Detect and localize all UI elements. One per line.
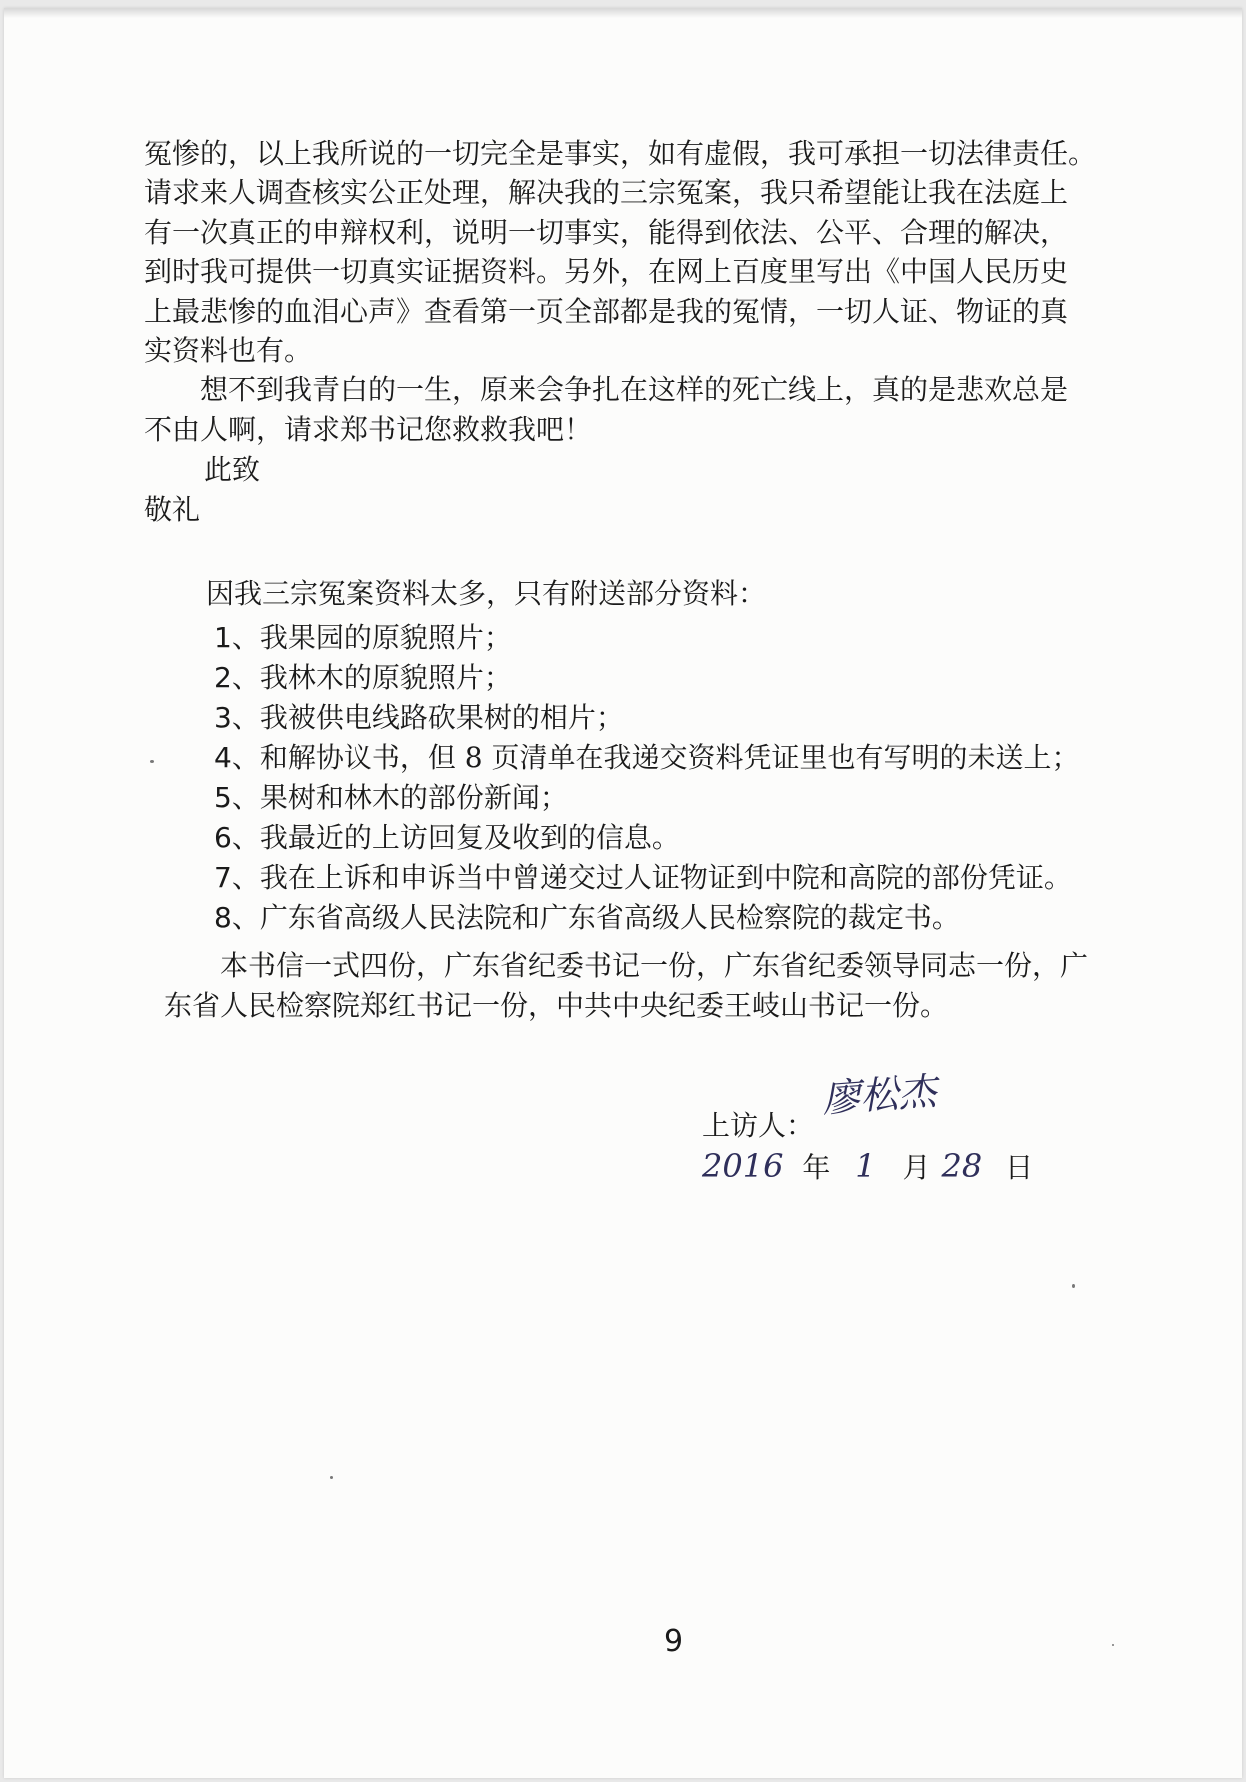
paragraph1-line-2: 请求来人调查核实公正处理，解决我的三宗冤案，我只希望能让我在法庭上 (144, 176, 1069, 209)
attachment-text: 、我最近的上访回复及收到的信息。 (231, 821, 680, 854)
paragraph2-line-1: 想不到我青白的一生，原来会争扎在这样的死亡线上，真的是悲欢总是 (200, 373, 1069, 406)
attachment-text: 、我被供电线路砍果树的相片； (231, 701, 624, 734)
page-number: 9 (664, 1624, 684, 1659)
scan-speck (1072, 1284, 1075, 1288)
paragraph1-line-3: 有一次真正的申辩权利，说明一切事实，能得到依法、公平、合理的解决， (144, 216, 1069, 249)
attachment-item-3 (214, 700, 624, 736)
paragraph1-line-4: 到时我可提供一切真实证据资料。另外，在网上百度里写出《中国人民历史 (144, 255, 1069, 288)
attachment-item-8 (214, 900, 960, 936)
closing-jingli: 敬礼 (144, 493, 201, 526)
attachments-intro: 因我三宗冤案资料太多，只有附送部分资料： (206, 577, 767, 610)
attachment-number: 5 (214, 781, 232, 814)
date-day-char: 日 (1005, 1151, 1034, 1184)
attachment-item-4 (214, 740, 1079, 776)
scan-edge-shadow (4, 8, 1242, 18)
copies-line-1: 本书信一式四份，广东省纪委书记一份，广东省纪委领导同志一份，广 (220, 949, 1089, 982)
paragraph1-line-5: 上最悲惨的血泪心声》查看第一页全部都是我的冤情，一切人证、物证的真 (144, 295, 1069, 328)
attachment-item-6 (214, 820, 680, 856)
date-month-handwritten: 1 (855, 1147, 876, 1185)
attachment-text: 、我林木的原貌照片； (231, 661, 512, 694)
date-year-char: 年 (802, 1151, 831, 1184)
attachment-number: 6 (214, 821, 232, 854)
attachment-item-5 (214, 780, 568, 816)
signature-handwritten-name: 廖松杰 (820, 1069, 938, 1121)
attachment-number: 2 (214, 661, 232, 694)
scan-speck (150, 760, 154, 763)
date-month-char: 月 (902, 1151, 931, 1184)
attachment-number: 4 (214, 741, 232, 774)
date-day-handwritten: 28 (941, 1147, 983, 1185)
attachment-number: 1 (214, 621, 232, 654)
date-year-handwritten: 2016 (702, 1147, 784, 1185)
signature-label: 上访人： (702, 1109, 815, 1142)
attachment-text: 、我在上诉和申诉当中曾递交过人证物证到中院和高院的部份凭证。 (231, 861, 1072, 894)
paragraph1-line-1: 冤惨的，以上我所说的一切完全是事实，如有虚假，我可承担一切法律责任。 (144, 137, 1097, 170)
attachment-text: 、和解协议书，但 8 页清单在我递交资料凭证里也有写明的未送上； (231, 741, 1080, 774)
attachment-number: 7 (214, 861, 232, 894)
paragraph1-line-6: 实资料也有。 (144, 334, 313, 367)
attachment-text: 、果树和林木的部份新闻； (231, 781, 568, 814)
attachment-number: 8 (214, 901, 232, 934)
closing-cizhi: 此致 (204, 453, 261, 486)
copies-line-2: 东省人民检察院郑红书记一份，中共中央纪委王岐山书记一份。 (164, 989, 949, 1022)
document-page (4, 8, 1242, 1778)
paragraph2-line-2: 不由人啊，请求郑书记您救救我吧！ (144, 413, 593, 446)
attachment-item-7 (214, 860, 1072, 896)
scan-speck (1112, 1644, 1114, 1646)
attachment-text: 、我果园的原貌照片； (231, 621, 512, 654)
attachment-item-2 (214, 660, 512, 696)
signature-date (702, 1148, 1033, 1186)
attachment-text: 、广东省高级人民法院和广东省高级人民检察院的裁定书。 (231, 901, 960, 934)
attachment-item-1 (214, 620, 512, 656)
attachment-number: 3 (214, 701, 232, 734)
scan-speck (330, 1476, 333, 1479)
